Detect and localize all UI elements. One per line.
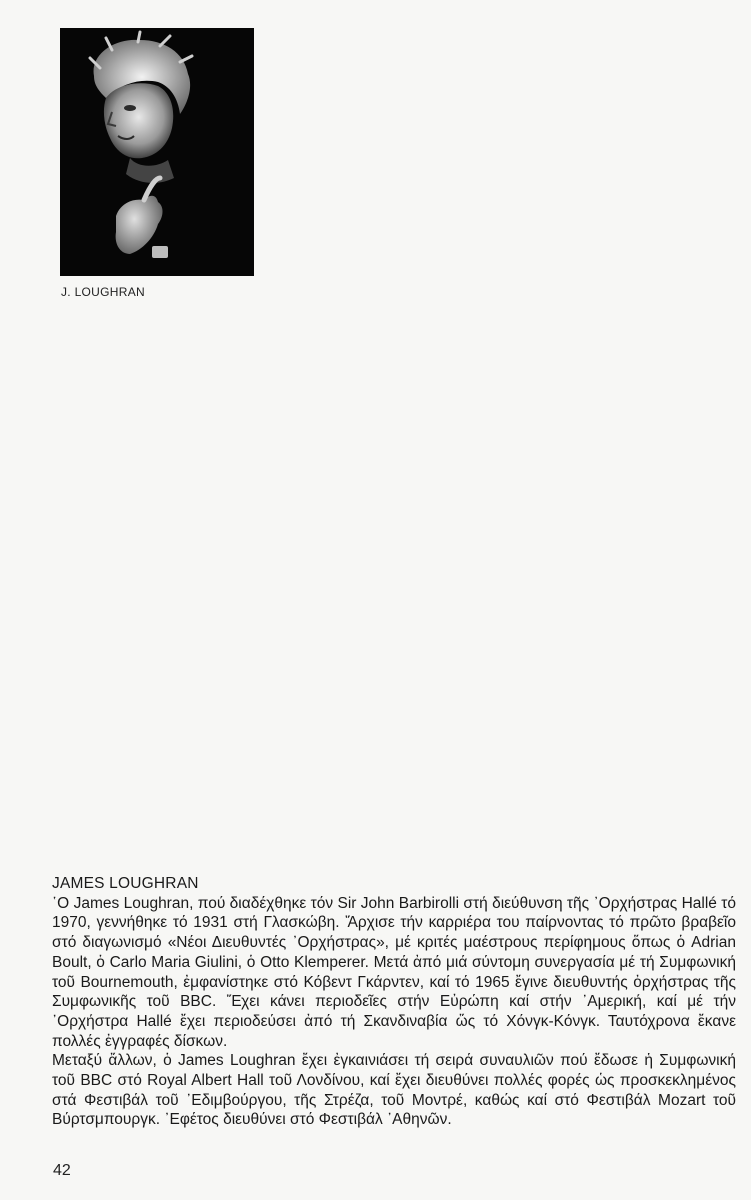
portrait-photo [60, 28, 254, 276]
photo-caption: J. LOUGHRAN [61, 285, 145, 299]
portrait-illustration [60, 28, 254, 276]
biography [52, 874, 736, 1130]
bio-title: JAMES LOUGHRAN [52, 875, 199, 892]
bio-paragraph: Μεταξύ ἄλλων, ὁ James Loughran ἔχει ἐγκαινιάσει τή σειρά συναυλιῶν πού ἔδωσε ἡ Συμφωνική τοῦ BBC στό Royal Albert Hall τοῦ Λονδίνου, καί ἔχει διευθύνει πολλές φορές ὡς προσκεκλημένος στά Φεστιβάλ τοῦ ᾽Εδιμβούργου, τῆς Στρέζα, τοῦ Μοντρέ, καθώς καί στό Φεστιβάλ Mozart τοῦ Βύρτσμπουργκ. ᾽Εφέτος διευθύνει στό Φεστιβάλ ᾽Αθηνῶν. [52, 1052, 736, 1129]
page-number: 42 [53, 1162, 71, 1179]
bio-paragraph: ῾Ο James Loughran, πού διαδέχθηκε τόν Sir John Barbirolli στή διεύθυνση τῆς ᾽Ορχήστρας Hallé τό 1970, γεννήθηκε τό 1931 στή Γλασκώβη. Ἄρχισε τήν καρριέρα του παίρνοντας τό πρῶτο βραβεῖο στό διαγωνισμό «Νέοι Διευθυντές ᾽Ορχήστρας», μέ κριτές μαέστρους περίφημους ὅπως ὁ Adrian Boult, ὁ Carlo Maria Giulini, ὁ Otto Klemperer. Μετά ἀπό μιά σύντομη συνεργασία μέ τή Συμφωνική τοῦ Bournemouth, ἐμφανίστηκε στό Κόβεντ Γκάρντεν, καί τό 1965 ἔγινε διευθυντής ὀρχήστρας τῆς Συμφωνικῆς τοῦ BBC. Ἔχει κάνει περιοδεῖες στήν Εὐρώπη καί στήν ᾽Αμερική, καί μέ τήν ᾽Ορχήστρα Hallé ἔχει περιοδεύσει ἀπό τή Σκανδιναβία ὥς τό Χόνγκ-Κόνγκ. Ταυτόχρονα ἔκανε πολλές ἐγγραφές δίσκων. [52, 894, 736, 1050]
